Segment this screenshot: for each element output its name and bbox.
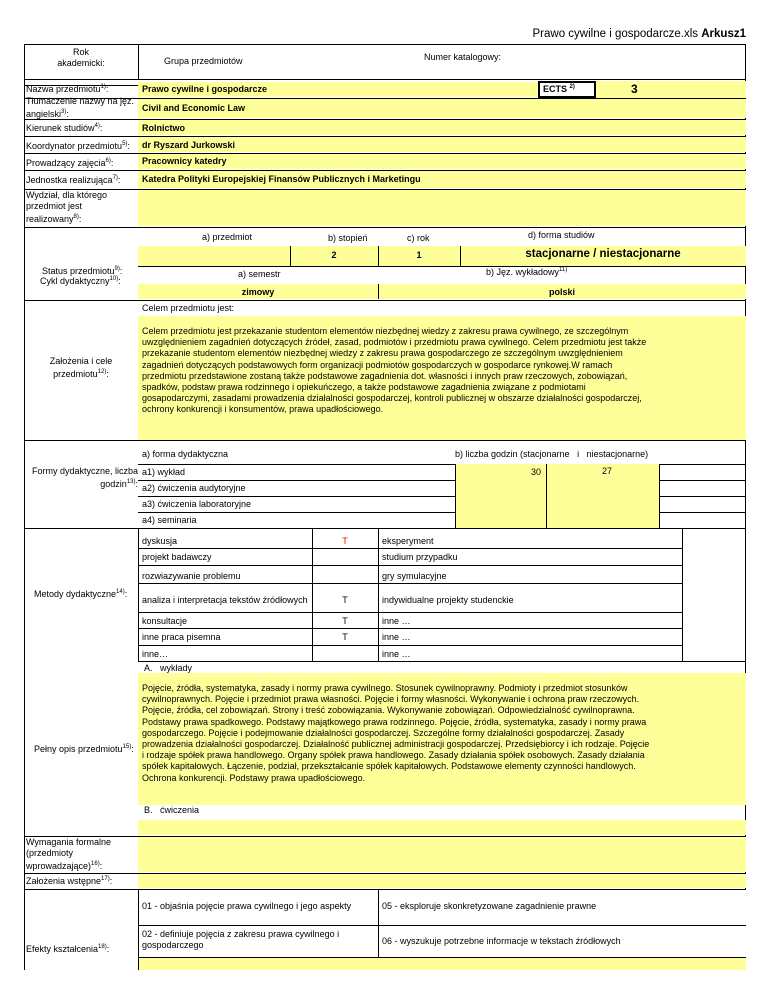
status-form-value: stacjonarne / niestacjonarne [525,248,681,260]
ects-value-field [596,81,746,98]
outcomes-label: Efekty kształcenia$^{18)}$: [26,944,110,954]
catalog-number-label: Numer katalogowy: [424,52,502,62]
prerequisites-label: Wymagania formalne (przedmioty wprowadzające)$^{16)}$: [26,837,111,872]
description-label: Pełny opis przedmiotu$^{15)}$: [34,744,134,754]
status-subject-head: a) przedmiot [202,232,253,242]
form-type-head: a) forma dydaktyczna [142,449,229,459]
translation-label: Tłumaczenie nazwy na jęz. angielski$^{3)}$: [26,96,135,120]
method-right: inne … [382,616,411,626]
hours-stac-value: 30 [530,467,541,477]
unit-label: Jednostka realizująca$^{7)}$: [26,175,121,185]
coordinator-label: Koordynator przedmiotu$^{5)}$: [26,141,130,151]
method-mark: T [342,595,348,605]
status-year-head: c) rok [407,233,430,243]
translation-value: Civil and Economic Law [142,103,246,113]
method-left: projekt badawczy [142,552,212,562]
outcome-item: 01 - objaśnia pojęcie prawa cywilnego i jego aspekty [142,901,352,911]
method-left: inne… [142,649,169,659]
course-group-label: Grupa przedmiotów [164,56,243,66]
status-degree-head: b) stopień [328,233,368,243]
field-of-study-field [138,120,746,135]
form-row-name: a2) ćwiczenia audytoryjne [142,483,246,493]
objectives-label: Założenia i cele przedmiotu$^{12)}$: [49,356,113,380]
academic-year-label: Rok akademicki: [57,47,105,68]
faculty-field [138,190,746,226]
method-mark: T [342,536,348,546]
status-label: Status przedmiotu$^{9)}$: [42,266,123,276]
objectives-heading: Celem przedmiotu jest: [142,303,235,313]
hours-head: b) liczba godzin (stacjonarne i niestacjonarne) [455,449,649,459]
lectures-heading: A. wykłady [144,663,193,673]
outcome-item: 02 - definiuje pojęcia z zakresu prawa cywilnego i gospodarczego [142,929,340,951]
method-left: dyskusja [142,536,178,546]
course-name-value: Prawo cywilne i gospodarcze [142,84,268,94]
hours-stac-cell [455,512,546,528]
method-left: konsultacje [142,616,188,626]
cycle-label: Cykl dydaktyczny$^{10)}$: [40,276,121,286]
unit-value: Katedra Polityki Europejskiej Finansów Publicznych i Marketingu [142,174,421,184]
instructors-value: Pracownicy katedry [142,156,227,166]
status-form-head: d) forma studiów [528,230,595,240]
language-head: b) Jęz. wykładowy$^{11)}$ [486,267,568,277]
sheet-name: Arkusz1 [701,28,746,40]
field-of-study-label: Kierunek studiów$^{4)}$: [26,123,103,133]
outcome-item: 05 - eksploruje skonkretyzowane zagadnienie prawne [382,901,597,911]
ects-value: 3 [631,82,638,96]
ects-label: ECTS $^{2)}$ [543,84,575,94]
hours-stac-cell [455,480,546,496]
exercises-heading: B. ćwiczenia [144,805,200,815]
instructors-field [138,154,746,169]
hours-niestac-value: 27 [601,466,612,476]
file-name: Prawo cywilne i gospodarcze.xls [532,28,699,40]
hours-stac-cell [455,496,546,512]
description-text: Pojęcie, źródła, systematyka, zasady i normy prawa cywilnego. Stosunek cywilnoprawny. Podmioty i przedmiot stosunków cywilnoprawnych. Pojęcie i przedmiot prawa własności. Pojęcie i formy własności. Wykonywanie i ochrona praw rzeczowych. Pojęcie, źródła, cel zobowiązań. Strony i treść zobowiązania. Wykonywanie zobowiązań. Odpowiedzialność cywilnoprawna. Podstawy prawa spadkowego. Podstawy majątkowego prawa rodzinnego. Pojęcie, źródła, systematyka, zasady i normy prawa gospodarczego. Pojęcie i podejmowanie działalności gospodarczej. Szczególne formy działalności gospodarczej. Zasady prowadzenia działalności gospodarczej. Działalność publicznej administracji gospodarczej. Przedsiębiorcy i ich rodzaje. Pojęcie i rodzaje spółek prawa handlowego. Organy spółek prawa handlowego. Zasady działania spółek osobowych. Zasady działania spółek kapitałowych. Łączenie, podział, przekształcanie spółek kapitałowych. Podstawowe elementy czynności handlowych. Ochrona konkurencji. Podstawy prawa upadłościowego. [142,683,650,783]
exercises-box [138,820,746,835]
semester-head: a) semestr [238,269,281,279]
method-right: studium przypadku [382,552,458,562]
status-year-value: 1 [416,250,422,260]
objectives-text: Celem przedmiotu jest przekazanie studentom elementów niezbędnej wiedzy z zakresu prawa cywilnego, ze szczególnym uwzględnieniem zagadnień dotyczących źródeł, zasad, podmiotów i przedmiotu prawa cywilnego. Celem przedmiotu jest także przekazanie studentom elementów niezbędnej wiedzy z zakresu prawa gospodarczego ze szczególnym uwzględnieniem zagadnień dotyczących podstawowych form organizacji podmiotów gospodarczych w gospodarce rynkowej.W ramach przedmiotu przedstawione zostaną także podstawowe zagadnienia dot. własności i innych praw rzeczowych, zobowiązań, spadków, podstaw prawa rodzinnego i opiekuńczego, a także podstawowe zagadnienia związane z podmiotami gosapodarczymi, zasadami prowadzenia działalności gospodarczej, kontroli publicznej w obszarze działalności gospodarczej, ochrony konkurencji i konsumentów, prawa upadłościowego. [142,326,647,415]
form-row-name: a1) wykład [142,467,186,477]
status-degree-value: 2 [331,250,337,260]
method-mark: T [342,632,348,642]
teaching-forms-label: Formy dydaktyczne, liczba godzin$^{13)}$: [31,466,138,490]
method-left: analiza i interpretacja tekstów źródłowych [142,595,308,605]
faculty-label: Wydział, dla którego przedmiot jest realizowany$^{8)}$: [26,190,107,225]
outcome-item: 06 - wyszukuje potrzebne informacje w tekstach źródłowych [382,936,621,946]
language-value: polski [548,287,575,297]
document-header [500,28,746,40]
form-row-name: a4) seminaria [142,515,197,525]
method-mark: T [342,616,348,626]
method-right: inne … [382,649,411,659]
method-right: gry symulacyjne [382,571,447,581]
field-of-study-value: Rolnictwo [142,123,185,133]
method-left: inne praca pisemna [142,632,221,642]
instructors-label: Prowadzący zajęcia$^{6)}$: [26,158,114,168]
hours-niestac-cell [546,512,659,528]
methods-label: Metody dydaktyczne$^{14)}$: [34,589,128,599]
semester-value: zimowy [241,287,275,297]
hours-niestac-cell [546,496,659,512]
hours-niestac-cell [546,480,659,496]
method-left: rozwiazywanie problemu [142,571,241,581]
prerequisites-field [138,837,746,872]
coordinator-value: dr Ryszard Jurkowski [142,140,236,150]
method-right: eksperyment [382,536,434,546]
initial-assumptions-label: Założenia wstępne$^{17)}$: [26,876,113,886]
initial-assumptions-field [138,874,746,888]
method-right: indywidualne projekty studenckie [382,595,514,605]
method-right: inne … [382,632,411,642]
course-name-label: Nazwa przedmiotu$^{1)}$: [26,84,109,94]
form-row-name: a3) ćwiczenia laboratoryjne [142,499,252,509]
